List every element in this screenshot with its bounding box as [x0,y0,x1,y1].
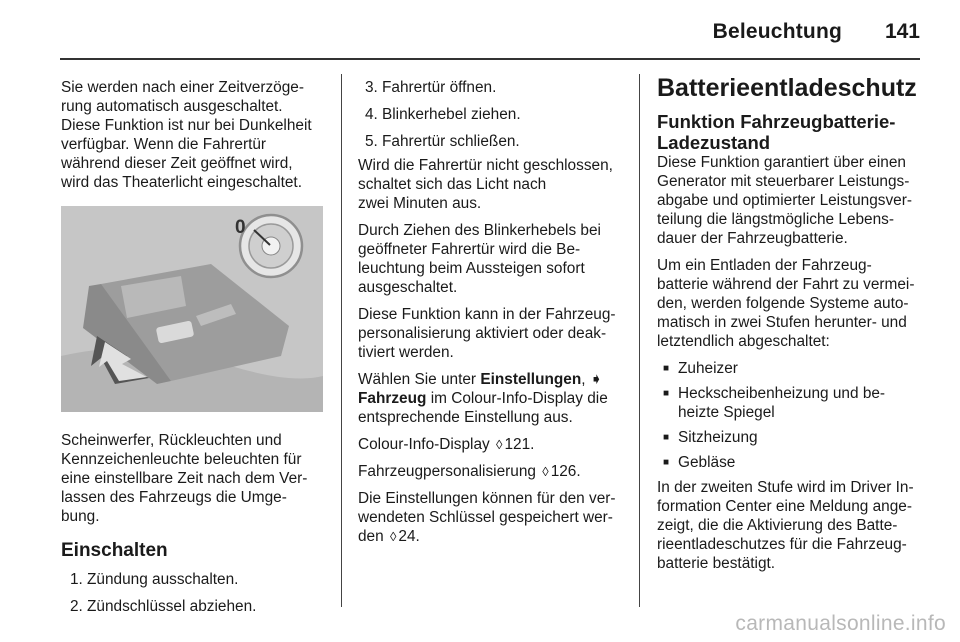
column-2 [358,78,626,554]
menu-settings-label: Einstellungen [480,371,582,388]
bullet-icon: ■ [663,432,670,443]
paragraph: Wird die Fahrertür nicht geschlossen, schaltet sich das Licht nach zwei Minuten aus. [358,157,613,212]
header-divider [60,58,920,60]
paragraph: In der zweiten Stufe wird im Driver In- formation Center eine Meldung ange- zeigt, die die Aktivierung des Batte- rieentladeschutzes für die Fahrzeug- batterie bestätigt. [657,479,914,572]
list-item: 5. Fahrertür schließen. [365,133,520,150]
column-divider-1 [341,74,342,607]
list-item: 1. Zündung ausschalten. [70,571,239,588]
cross-reference: Colour-Info-Display ◊ 121. [358,436,535,453]
subsection-heading: Funktion Fahrzeugbatterie- Ladezustand [657,111,896,153]
turn-signal-lever-illustration [61,206,323,412]
column-3 [657,74,925,581]
list-item: 3. Fahrertür öffnen. [365,79,497,96]
page-reference-icon: ◊ [389,529,397,544]
paragraph: Durch Ziehen des Blinkerhebels bei geöffneter Fahrertür wird die Be- leuchtung beim Aussteigen sofort ausgeschaltet. [358,222,601,296]
column-1 [61,78,329,624]
menu-vehicle-label: Fahrzeug [358,390,427,407]
watermark: carmanualsonline.info [735,612,946,635]
page-reference-icon: ◊ [496,437,503,452]
column-divider-2 [639,74,640,607]
list-item: 4. Blinkerhebel ziehen. [365,106,521,123]
bullet-icon: ■ [663,363,670,374]
menu-path-paragraph: Wählen Sie unter Einstellungen, ➧ Fahrzeug im Colour-Info-Display die entsprechende Einstellung aus. [358,371,608,426]
list-item: ■ Zuheizer [663,360,738,377]
menu-arrow-icon: ➧ [589,371,603,388]
bullet-icon: ■ [663,388,670,399]
section-title-batterieentladeschutz: Batterieentladeschutz [657,74,917,102]
page-reference-icon: ◊ [542,464,549,479]
list-item: ■ Sitzheizung [663,429,758,446]
systems-list [657,359,925,472]
switch-position-label: 0 [235,217,246,238]
steps-list-2 [358,78,626,151]
list-item: ■ Heckscheibenheizung und be- heizte Spiegel [663,385,886,421]
page-title: Beleuchtung [712,20,842,43]
paragraph: Diese Funktion garantiert über einen Generator mit steuerbarer Leistungs- abgabe und optimierter Leistungsver- teilung die längstmögliche Lebens- dauer der Fahrzeugbatterie. [657,154,912,247]
paragraph: Diese Funktion kann in der Fahrzeug- personalisierung aktiviert oder deak- tiviert werden. [358,306,616,361]
paragraph: Die Einstellungen können für den ver- wendeten Schlüssel gespeichert wer- den ◊ 24. [358,490,616,545]
lever-drawing [61,206,323,412]
list-item: ■ Gebläse [663,454,736,471]
page-number: 141 [884,20,920,43]
section-heading-einschalten: Einschalten [61,540,168,561]
page-header [0,0,960,56]
intro-paragraph: Sie werden nach einer Zeitverzöge- rung automatisch ausgeschaltet. Diese Funktion ist nur bei Dunkelheit verfügbar. Wenn die Fahrertür während dieser Zeit geöffnet wird, wird das Theaterlicht eingeschaltet. [61,79,312,191]
cross-reference: Fahrzeugpersonalisierung ◊ 126. [358,463,581,480]
paragraph: Um ein Entladen der Fahrzeug- batterie während der Fahrt zu vermei- den, werden folgende Systeme auto- matisch in zwei Stufen herunter- und letztendlich abgeschaltet: [657,257,915,350]
list-item: 2. Zündschlüssel abziehen. [70,598,257,615]
caption-paragraph: Scheinwerfer, Rückleuchten und Kennzeichenleuchte beleuchten für eine einstellbare Zeit nach dem Ver- lassen des Fahrzeugs die Umge- bung. [61,432,308,525]
bullet-icon: ■ [663,457,670,468]
steps-list-1 [61,570,329,616]
